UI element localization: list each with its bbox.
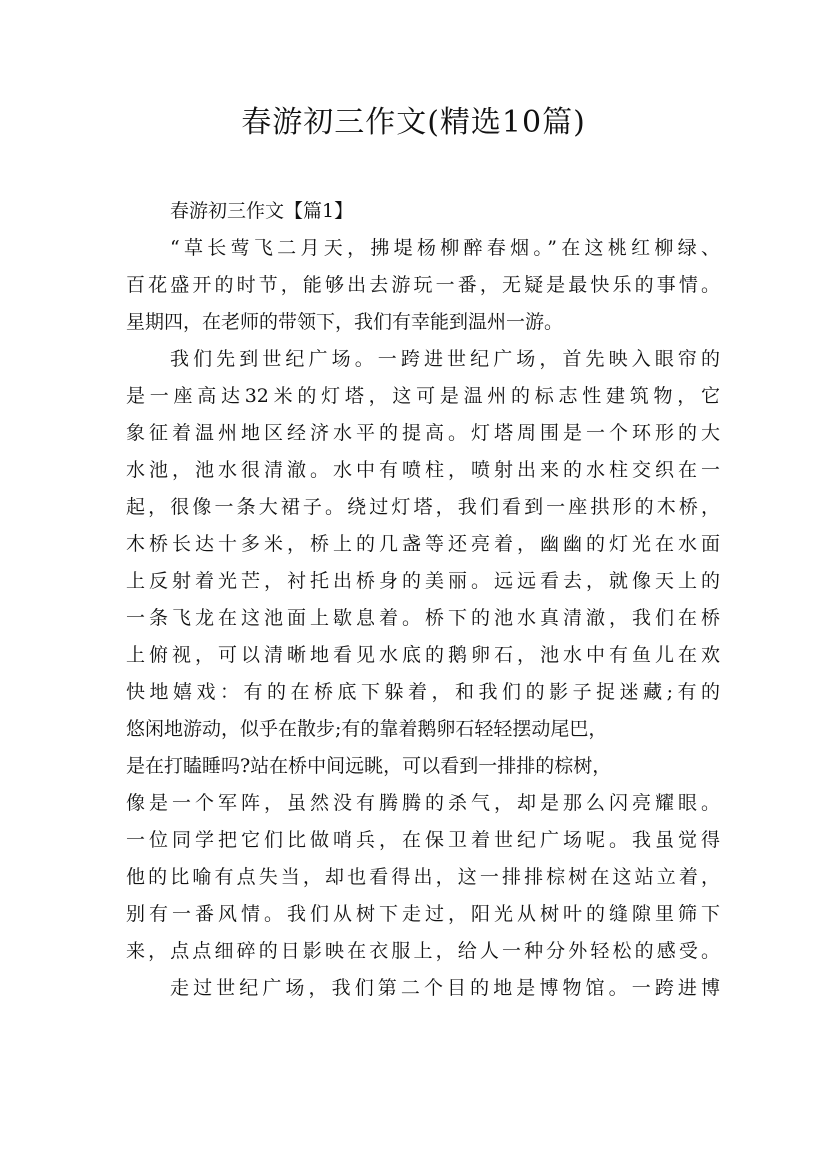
paragraph-line: 百花盛开的时节，能够出去游玩一番，无疑是最快乐的事情。 bbox=[126, 274, 720, 296]
document-body bbox=[126, 193, 720, 1007]
paragraph-line: 快地嬉戏：有的在桥底下躲着，和我们的影子捉迷藏;有的 bbox=[126, 681, 720, 703]
paragraph-line: 水池，池水很清澈。水中有喷柱，喷射出来的水柱交织在一 bbox=[126, 459, 720, 481]
paragraph-line: 我们先到世纪广场。一跨进世纪广场，首先映入眼帘的 bbox=[170, 348, 720, 370]
section-heading: 春游初三作文【篇1】 bbox=[170, 200, 354, 222]
paragraph-line: 上反射着光芒，衬托出桥身的美丽。远远看去，就像天上的 bbox=[126, 570, 720, 592]
paragraph-line: 一位同学把它们比做哨兵，在保卫着世纪广场呢。我虽觉得 bbox=[126, 829, 720, 851]
paragraph-line: 一条飞龙在这池面上歇息着。桥下的池水真清澈，我们在桥 bbox=[126, 607, 720, 629]
paragraph-line: 是在打瞌睡吗?站在桥中间远眺，可以看到一排排的棕树， bbox=[126, 755, 612, 777]
paragraph-line: 是一座高达32米的灯塔，这可是温州的标志性建筑物，它 bbox=[126, 385, 720, 407]
paragraph-line: 上俯视，可以清晰地看见水底的鹅卵石，池水中有鱼儿在欢 bbox=[126, 644, 720, 666]
paragraph-line: 他的比喻有点失当，却也看得出，这一排排棕树在这站立着， bbox=[126, 866, 720, 888]
document-title: 春游初三作文(精选10篇) bbox=[241, 105, 586, 140]
paragraph-line: 象征着温州地区经济水平的提高。灯塔周围是一个环形的大 bbox=[126, 422, 720, 444]
paragraph-line: 走过世纪广场，我们第二个目的地是博物馆。一跨进博 bbox=[170, 977, 720, 999]
paragraph-line: 别有一番风情。我们从树下走过，阳光从树叶的缝隙里筛下 bbox=[126, 903, 720, 925]
paragraph-line: 起，很像一条大裙子。绕过灯塔，我们看到一座拱形的木桥， bbox=[126, 496, 720, 518]
paragraph-line: 悠闲地游动，似乎在散步;有的靠着鹅卵石轻轻摆动尾巴， bbox=[126, 718, 608, 740]
paragraph-line: 星期四，在老师的带领下，我们有幸能到温州一游。 bbox=[126, 311, 564, 333]
paragraph-line: 像是一个军阵，虽然没有腾腾的杀气，却是那么闪亮耀眼。 bbox=[126, 792, 720, 814]
paragraph-line: 来，点点细碎的日影映在衣服上，给人一种分外轻松的感受。 bbox=[126, 940, 720, 962]
paragraph-line: “草长莺飞二月天，拂堤杨柳醉春烟。”在这桃红柳绿、 bbox=[170, 237, 720, 259]
paragraph-line: 木桥长达十多米，桥上的几盏等还亮着，幽幽的灯光在水面 bbox=[126, 533, 720, 555]
